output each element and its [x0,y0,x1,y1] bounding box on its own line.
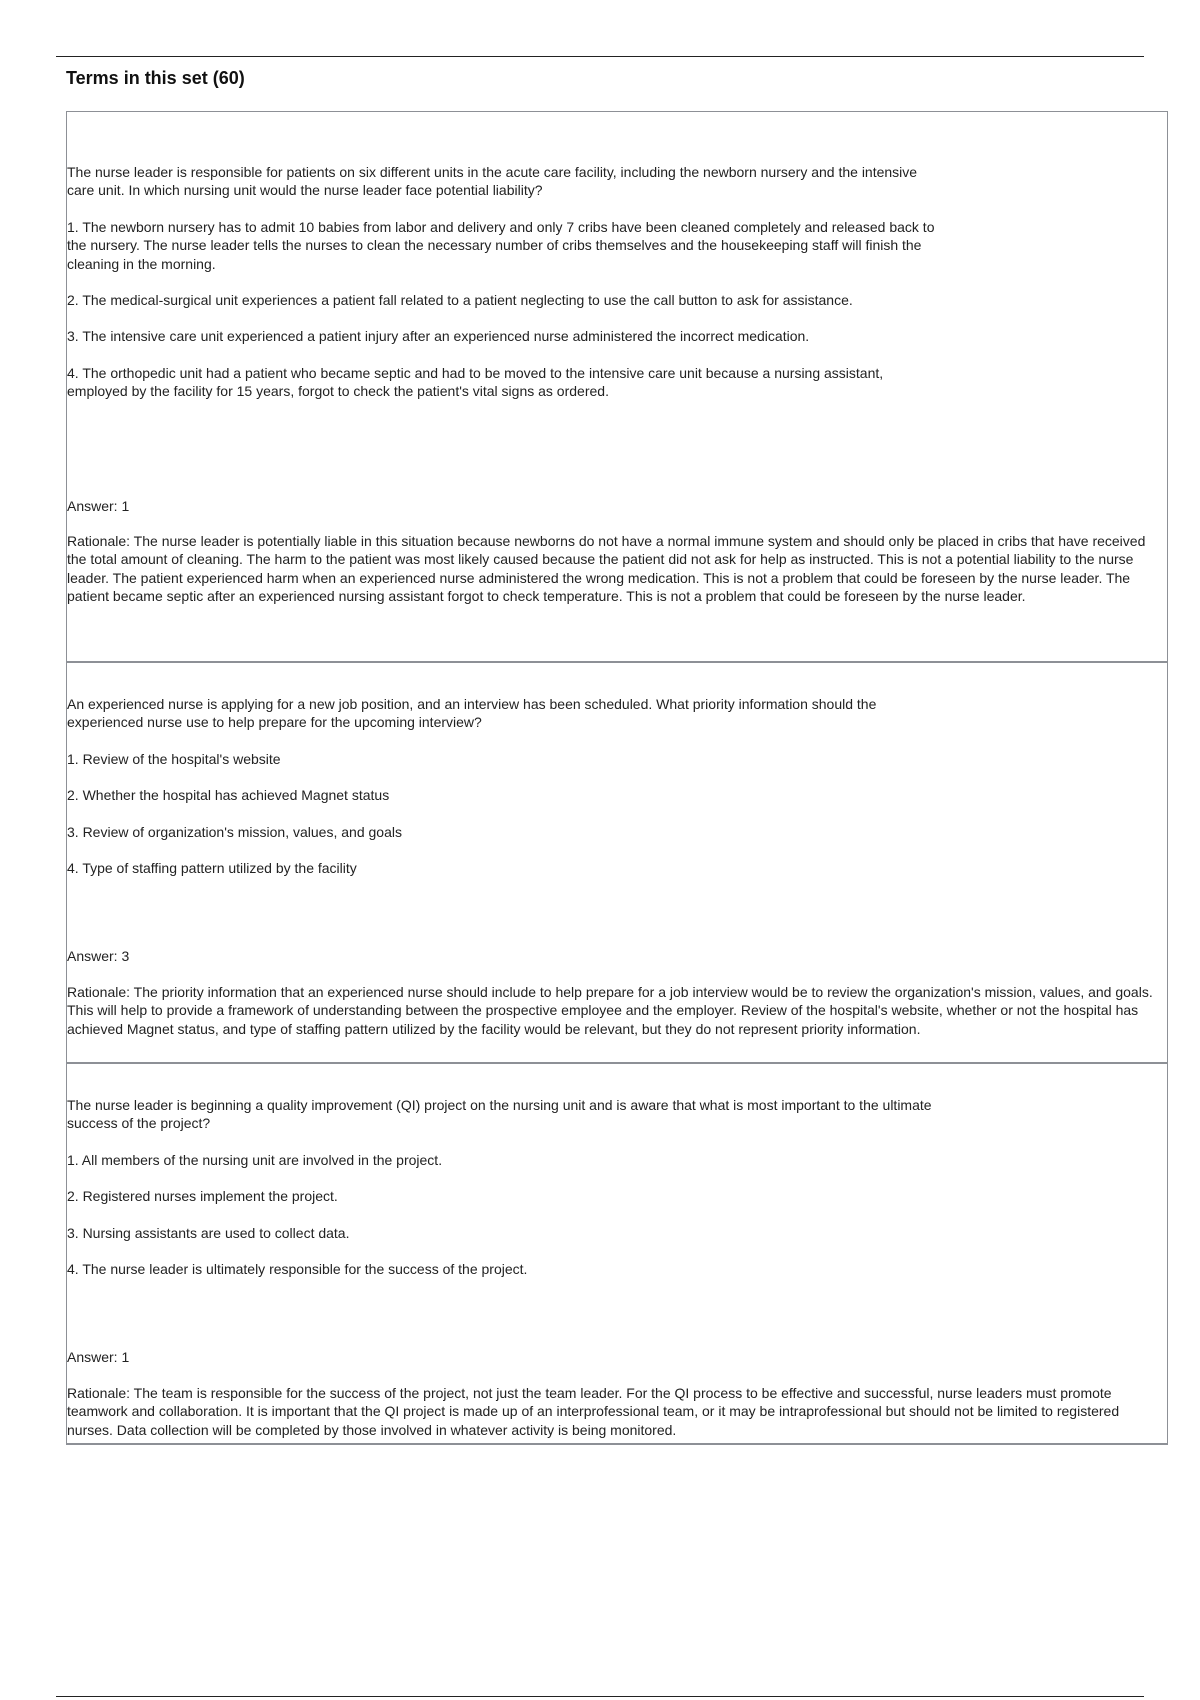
answer-text: Answer: 1 [67,1349,130,1366]
term-card[interactable] [66,111,1168,663]
option-1: 1. All members of the nursing unit are involved in the project. [67,1151,443,1168]
bottom-divider [56,1696,1144,1697]
set-heading: Terms in this set (60) [66,68,245,88]
rationale-text: Rationale: The nurse leader is potentially liable in this situation because newborns do not have a normal immune system and should only be placed in cribs that have received the total amount of cleaning. The harm to the patient was most likely caused because the patient did not ask for help as instructed. This is not a potential liability to the nurse leader. The patient experienced harm when an experienced nurse administered the wrong medication. This is not a problem that could be foreseen by the nurse leader. The patient became septic after an experienced nursing assistant forgot to check temperature. This is not a problem that could be foreseen by the nurse leader. [67,533,1146,605]
question-text: The nurse leader is responsible for patients on six different units in the acute care facility, including the newborn nursery and the intensive care unit. In which nursing unit would the nurse leader face potential liability? [67,164,918,199]
term-card[interactable] [66,662,1168,1064]
question-text: The nurse leader is beginning a quality improvement (QI) project on the nursing unit and is aware that what is most important to the ultimate success of the project? [67,1097,932,1132]
option-3: 3. Review of organization's mission, values, and goals [67,823,402,840]
answer-text: Answer: 1 [67,497,130,514]
term-cards [66,112,1168,1445]
option-2: 2. Whether the hospital has achieved Magnet status [67,787,390,804]
question-text: An experienced nurse is applying for a new job position, and an interview has been scheduled. What priority information should the experienced nurse use to help prepare for the upcoming interview? [67,696,877,731]
option-2: 2. The medical-surgical unit experiences a patient fall related to a patient neglecting to use the call button to ask for assistance. [67,292,853,309]
option-3: 3. Nursing assistants are used to collect data. [67,1224,350,1241]
option-4: 4. Type of staffing pattern utilized by the facility [67,860,357,877]
rationale-text: Rationale: The priority information that an experienced nurse should include to help prepare for a job interview would be to review the organization's mission, values, and goals. This will help to provide a framework of understanding between the prospective employee and the employer. Review of the hospital's website, whether or not the hospital has achieved Magnet status, and type of staffing pattern utilized by the facility would be relevant, but they do not represent priority information. [67,983,1153,1037]
option-4: 4. The orthopedic unit had a patient who became septic and had to be moved to the intensive care unit because a nursing assistant, employed by the facility for 15 years, forgot to check the patient's vital signs as ordered. [67,364,884,400]
term-card[interactable] [66,1063,1168,1445]
option-2: 2. Registered nurses implement the project. [67,1188,338,1205]
answer-text: Answer: 3 [67,948,130,965]
rationale-text: Rationale: The team is responsible for the success of the project, not just the team leader. For the QI process to be effective and successful, nurse leaders must promote teamwork and collaboration. It is important that the QI project is made up of an interprofessional team, or it may be intraprofessional but should not be limited to registered nurses. Data collection will be completed by those involved in whatever activity is being monitored. [67,1384,1120,1438]
option-1: 1. The newborn nursery has to admit 10 babies from labor and delivery and only 7 cribs have been cleaned completely and released back to the nursery. The nurse leader tells the nurses to clean the necessary number of cribs themselves and the housekeeping staff will finish the cleaning in the morning. [67,218,935,272]
option-4: 4. The nurse leader is ultimately responsible for the success of the project. [67,1261,528,1278]
option-1: 1. Review of the hospital's website [67,750,281,767]
top-divider [56,56,1144,57]
option-3: 3. The intensive care unit experienced a patient injury after an experienced nurse administered the incorrect medication. [67,328,810,345]
